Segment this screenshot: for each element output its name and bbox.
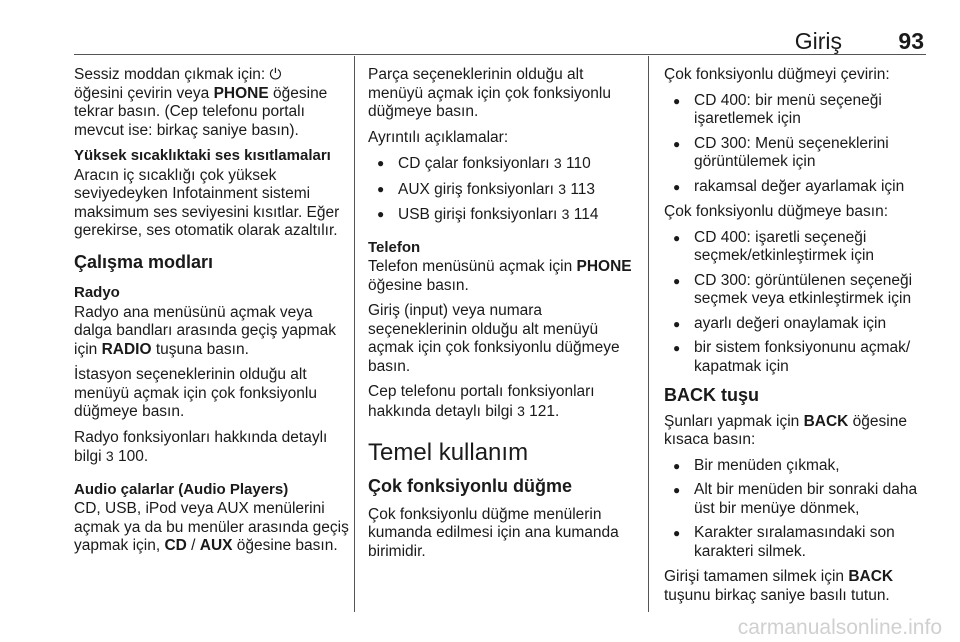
paragraph-station: İstasyon seçeneklerinin olduğu alt menüyü açmak için çok fonksiyonlu düğmeye basın. <box>74 366 317 420</box>
header-rule <box>74 54 926 55</box>
page-ref-icon: 3 <box>561 206 570 222</box>
heading-basic-operation: Temel kullanım <box>368 439 529 466</box>
column-divider-2 <box>648 56 649 612</box>
list-item: ● ayarlı değeri onaylamak için <box>664 315 930 334</box>
page-ref-icon: 3 <box>553 155 562 171</box>
subheading-heat-limit: Yüksek sıcaklıktaki ses kısıtlamaları <box>74 147 331 164</box>
list-item: ● CD 300: görüntülenen seçeneği seçmek veya etkinleştirmek için <box>664 272 930 309</box>
key-cd: CD <box>164 537 187 554</box>
subheading-audio: Audio çalarlar (Audio Players) <box>74 480 289 498</box>
paragraph-back: Şunları yapmak için BACK öğesine kısaca basın: <box>664 412 907 448</box>
power-icon: ⏻ <box>269 66 282 83</box>
paragraph-radio-info: Radyo fonksiyonları hakkında detaylı bilgi 3 100. <box>74 428 328 465</box>
list-item: ● CD 400: bir menü seçeneği işaretlemek için <box>664 92 930 129</box>
paragraph-input: Giriş (input) veya numara seçeneklerinin olduğu alt menüyü açmak için çok fonksiyonlu düğmeye basın. <box>368 302 620 375</box>
column-divider-1 <box>354 56 355 612</box>
paragraph-press: Çok fonksiyonlu düğmeye basın: <box>664 203 889 220</box>
paragraph-heat-limit: Aracın iç sıcaklığı çok yüksek seviyedeyken Infotainment sistemi maksimum ses seviyesini kısıtlar. Eğer gerekirse, ses otomatik olarak azaltılır. <box>74 166 340 239</box>
paragraph-mute: Sessiz moddan çıkmak için: ⏻ öğesini çevirin veya PHONE öğesine tekrar basın. (Cep telefonu portalı mevcut ise: birkaç saniye basın). <box>74 66 328 139</box>
paragraph-clear: Girişi tamamen silmek için BACK tuşunu birkaç saniye basılı tutun. <box>664 568 894 604</box>
watermark-logo: carmanualsonline.info <box>737 616 942 639</box>
paragraph-details: Ayrıntılı açıklamalar: <box>368 128 509 146</box>
key-aux: AUX <box>199 537 233 554</box>
key-phone: PHONE <box>213 84 269 102</box>
list-item: ● AUX giriş fonksiyonları 3 113 <box>368 180 638 200</box>
list-item: ● USB girişi fonksiyonları 3 114 <box>368 205 638 225</box>
column-2 <box>368 66 638 568</box>
paragraph-phone: Telefon menüsünü açmak için PHONE öğesine basın. <box>368 258 632 294</box>
section-heading-back: BACK tuşu <box>664 385 759 405</box>
paragraph-portal: Cep telefonu portalı fonksiyonları hakkında detaylı bilgi 3 121. <box>368 383 595 420</box>
key-phone: PHONE <box>576 258 632 275</box>
paragraph-turn: Çok fonksiyonlu düğmeyi çevirin: <box>664 66 890 83</box>
section-heading-modes: Çalışma modları <box>74 251 214 272</box>
page-number: 93 <box>898 28 924 54</box>
key-back: BACK <box>848 568 894 585</box>
list-press <box>664 229 930 377</box>
page-ref-icon: 3 <box>105 448 114 464</box>
list-item: ● CD çalar fonksiyonları 3 110 <box>368 154 638 174</box>
page-ref-icon: 3 <box>558 180 567 197</box>
column-3 <box>664 66 930 612</box>
key-radio: RADIO <box>101 340 152 358</box>
paragraph-radio: Radyo ana menüsünü açmak veya dalga bandları arasında geçiş yapmak için RADIO tuşuna basın. <box>74 303 336 358</box>
paragraph-track: Parça seçeneklerinin olduğu alt menüyü açmak için çok fonksiyonlu düğmeye basın. <box>368 66 611 120</box>
paragraph-knob: Çok fonksiyonlu düğme menülerin kumanda edilmesi için ana kumanda birimidir. <box>368 505 619 560</box>
paragraph-audio: CD, USB, iPod veya AUX menülerini açmak ya da bu menüler arasında geçiş yapmak için, CD / AUX öğesine basın. <box>74 500 349 554</box>
heading-multifunction-knob: Çok fonksiyonlu düğme <box>368 476 573 496</box>
list-details <box>368 154 638 225</box>
list-item: ● bir sistem fonksiyonunu açmak/ kapatmak için <box>664 339 930 376</box>
list-item: ● Bir menüden çıkmak, <box>664 457 930 476</box>
subheading-phone: Telefon <box>368 238 421 256</box>
list-item: ● CD 400: işaretli seçeneği seçmek/etkinleştirmek için <box>664 229 930 266</box>
list-turn <box>664 92 930 197</box>
subheading-radio: Radyo <box>74 284 120 301</box>
list-item: ● Karakter sıralamasındaki son karakteri silmek. <box>664 524 930 561</box>
key-back: BACK <box>803 412 849 430</box>
column-1 <box>74 66 350 563</box>
running-title: Giriş <box>794 28 842 54</box>
list-back <box>664 457 930 562</box>
page-ref-icon: 3 <box>517 402 525 419</box>
list-item: ● rakamsal değer ayarlamak için <box>664 178 930 197</box>
list-item: ● Alt bir menüden bir sonraki daha üst bir menüye dönmek, <box>664 481 930 518</box>
list-item: ● CD 300: Menü seçeneklerini görüntülemek için <box>664 135 930 172</box>
